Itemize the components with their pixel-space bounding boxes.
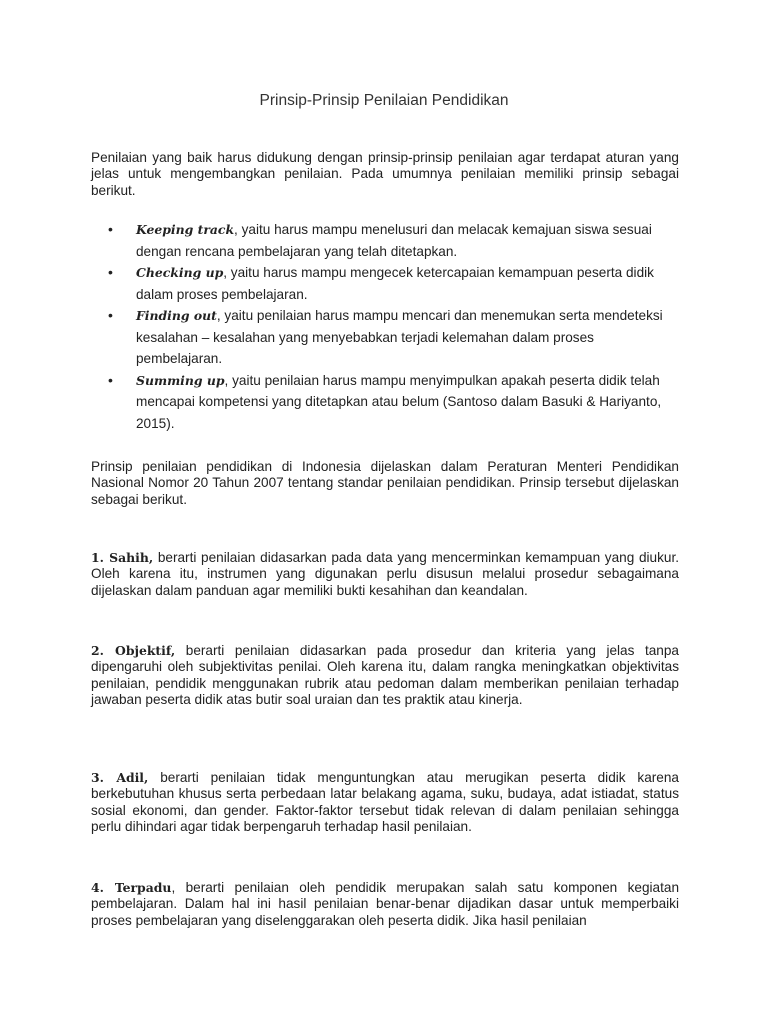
bullet-term: Finding out	[136, 308, 217, 323]
principle-text: berarti penilaian tidak menguntungkan atau merugikan peserta didik karena berkebutuhan khusus serta perbedaan latar belakang agama, suku, budaya, adat istiadat, status sosial ekonomi, dan gender. Faktor-faktor tersebut tidak relevan di dalam penilaian sehingga perlu dihindari agar tidak berpengaruh terhadap hasil penilaian.	[91, 770, 679, 834]
bullet-text: , yaitu penilaian harus mampu mencari dan menemukan serta mendeteksi kesalahan – kesalahan yang menyebabkan terjadi kelemahan dalam proses pembelajaran.	[136, 308, 663, 366]
bullet-term: Keeping track	[136, 222, 235, 237]
principle-terpadu	[91, 880, 679, 929]
principle-adil	[91, 770, 679, 835]
regulation-paragraph: Prinsip penilaian pendidikan di Indonesia dijelaskan dalam Peraturan Menteri Pendidikan Nasional Nomor 20 Tahun 2007 tentang standar penilaian pendidikan. Prinsip tersebut dijelaskan sebagai berikut.	[91, 459, 679, 507]
list-item	[108, 305, 668, 370]
principle-sahih	[91, 550, 679, 599]
list-item	[108, 262, 668, 305]
bullet-icon: •	[108, 264, 113, 280]
bullet-term: Checking up	[136, 265, 224, 280]
bullet-text: , yaitu harus mampu mengecek ketercapaian kemampuan peserta didik dalam proses pembelajaran.	[136, 265, 654, 302]
principle-text: , berarti penilaian oleh pendidik merupakan salah satu komponen kegiatan pembelajaran. Dalam hal ini hasil penilaian benar-benar dijadikan dasar untuk memperbaiki proses pembelajaran yang diselenggarakan oleh peserta didik. Jika hasil penilaian	[91, 880, 680, 928]
principle-label: 4. Terpadu	[91, 880, 172, 895]
page-title: Prinsip-Prinsip Penilaian Pendidikan	[259, 92, 509, 109]
bullet-text: , yaitu penilaian harus mampu menyimpulkan apakah peserta didik telah mencapai kompetensi yang ditetapkan atau belum (Santoso dalam Basuki & Hariyanto, 2015).	[136, 372, 662, 431]
principle-label: 1. Sahih,	[91, 550, 154, 565]
list-item	[108, 370, 668, 435]
bullet-icon: •	[108, 371, 113, 388]
principle-text: berarti penilaian didasarkan pada data yang mencerminkan kemampuan yang diukur. Oleh karena itu, instrumen yang digunakan perlu disusun melalui prosedur sebagaimana dijelaskan dalam panduan agar memiliki bukti kesahihan dan keandalan.	[91, 550, 680, 598]
bullet-term: Summing up	[136, 372, 225, 388]
bullet-icon: •	[108, 221, 113, 237]
bullet-icon: •	[108, 307, 113, 323]
principle-objektif	[91, 643, 679, 708]
list-item	[108, 219, 668, 262]
intro-paragraph: Penilaian yang baik harus didukung dengan prinsip-prinsip penilaian agar terdapat aturan yang jelas untuk mengembangkan penilaian. Pada umumnya penilaian memiliki prinsip sebagai berikut.	[91, 150, 679, 198]
bullet-text: , yaitu harus mampu menelusuri dan melacak kemajuan siswa sesuai dengan rencana pembelajaran yang telah ditetapkan.	[136, 222, 652, 259]
principle-label: 2. Objektif,	[91, 643, 176, 658]
principle-label: 3. Adil,	[91, 770, 149, 785]
principle-text: berarti penilaian didasarkan pada prosedur dan kriteria yang jelas tanpa dipengaruhi oleh subjektivitas penilai. Oleh karena itu, dalam rangka meningkatkan objektivitas penilaian, pendidik menggunakan rubrik atau pedoman dalam memberikan penilaian terhadap jawaban peserta didik atas butir soal uraian dan tes praktik atau kinerja.	[91, 643, 679, 707]
principle-bullet-list	[108, 219, 668, 434]
